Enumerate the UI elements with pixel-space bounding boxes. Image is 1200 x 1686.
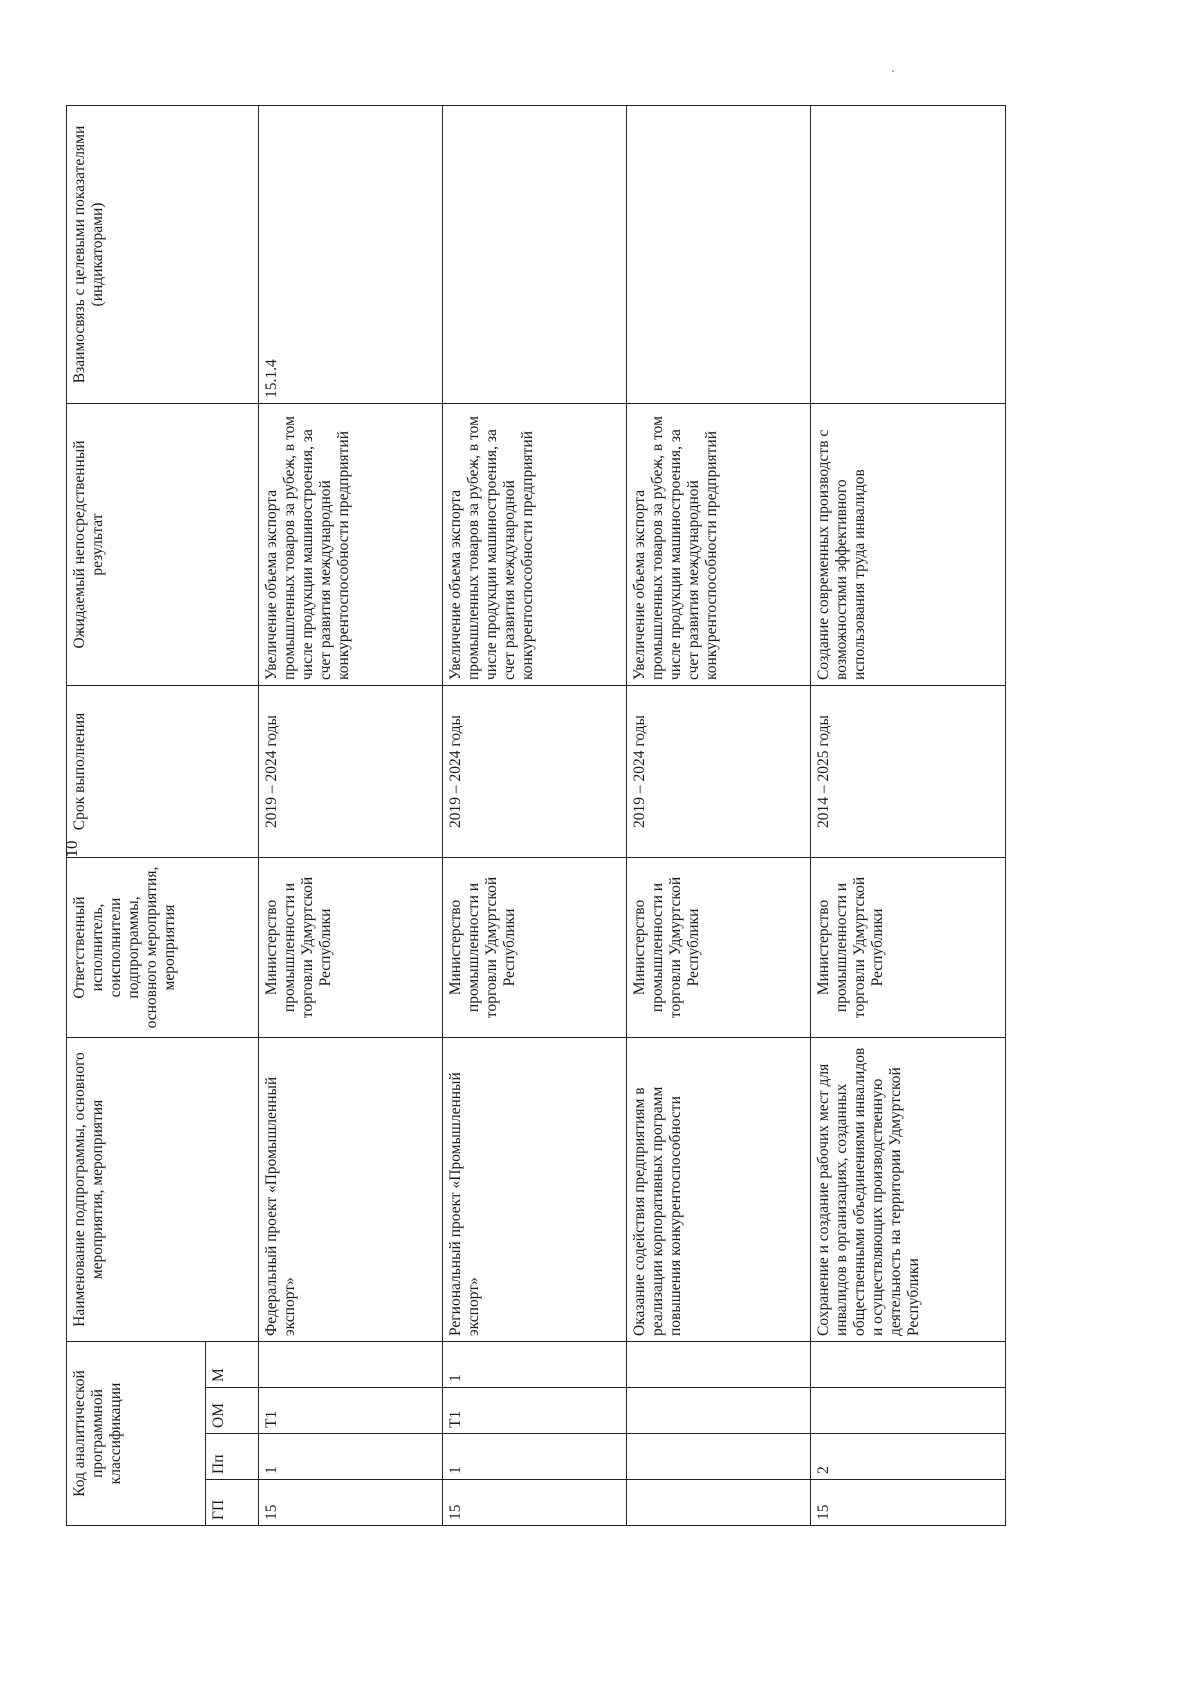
- header-pp: Пп: [206, 1434, 259, 1480]
- cell-gp: [627, 1480, 811, 1526]
- cell-name: Региональный проект «Промышленный экспорт»: [443, 1038, 627, 1342]
- header-name: Наименование подпрограммы, основного мероприятия, мероприятия: [67, 1038, 259, 1342]
- page-number: 10: [62, 840, 81, 858]
- cell-pp: 1: [443, 1434, 627, 1480]
- cell-responsible: Министерство промышленности и торговли Удмуртской Республики: [627, 858, 811, 1038]
- cell-pp: 2: [811, 1434, 1006, 1480]
- cell-m: 1: [443, 1342, 627, 1388]
- cell-responsible: Министерство промышленности и торговли Удмуртской Республики: [443, 858, 627, 1038]
- header-gp: ГП: [206, 1480, 259, 1526]
- cell-m: [259, 1342, 443, 1388]
- cell-gp: 15: [443, 1480, 627, 1526]
- header-indicators: Взаимосвязь с целевыми показателями (индикаторами): [67, 106, 259, 404]
- table-header-row: [67, 106, 206, 1526]
- cell-pp: 1: [259, 1434, 443, 1480]
- cell-om: [811, 1388, 1006, 1434]
- cell-result: Увеличение объема экспорта промышленных товаров за рубеж, в том числе продукции машиностроения, за счет развития международной конкурентоспособности предприятий: [443, 404, 627, 686]
- header-om: ОМ: [206, 1388, 259, 1434]
- cell-responsible: Министерство промышленности и торговли Удмуртской Республики: [259, 858, 443, 1038]
- rotated-table-container: [66, 106, 996, 1526]
- table-row: [259, 106, 443, 1526]
- table-row: [443, 106, 627, 1526]
- cell-gp: 15: [259, 1480, 443, 1526]
- cell-term: 2019 – 2024 годы: [627, 686, 811, 858]
- cell-term: 2019 – 2024 годы: [259, 686, 443, 858]
- cell-result: Создание современных производств с возможностями эффективного использования труда инвалидов: [811, 404, 1006, 686]
- cell-responsible: Министерство промышленности и торговли Удмуртской Республики: [811, 858, 1006, 1038]
- cell-name: Сохранение и создание рабочих мест для инвалидов в организациях, созданных общественными объединениями инвалидов и осуществляющих производственную деятельность на территории Удмуртской Республики: [811, 1038, 1006, 1342]
- cell-indicators: [627, 106, 811, 404]
- cell-indicators: [811, 106, 1006, 404]
- cell-gp: 15: [811, 1480, 1006, 1526]
- cell-result: Увеличение объема экспорта промышленных товаров за рубеж, в том числе продукции машиностроения, за счет развития международной конкурентоспособности предприятий: [259, 404, 443, 686]
- header-term: Срок выполнения: [67, 686, 259, 858]
- cell-om: Т1: [259, 1388, 443, 1434]
- cell-result: Увеличение объема экспорта промышленных товаров за рубеж, в том числе продукции машиностроения, за счет развития международной конкурентоспособности предприятий: [627, 404, 811, 686]
- cell-om: Т1: [443, 1388, 627, 1434]
- header-result: Ожидаемый непосредственный результат: [67, 404, 259, 686]
- header-code-group: Код аналитической программной классификации: [67, 1342, 206, 1526]
- cell-m: [811, 1342, 1006, 1388]
- cell-m: [627, 1342, 811, 1388]
- header-m: М: [206, 1342, 259, 1388]
- cell-indicators: 15.1.4: [259, 106, 443, 404]
- cell-term: 2019 – 2024 годы: [443, 686, 627, 858]
- table-row: [811, 106, 1006, 1526]
- program-activities-table: [66, 105, 1006, 1526]
- cell-term: 2014 – 2025 годы: [811, 686, 1006, 858]
- cell-name: Федеральный проект «Промышленный экспорт»: [259, 1038, 443, 1342]
- cell-indicators: [443, 106, 627, 404]
- cell-om: [627, 1388, 811, 1434]
- cell-pp: [627, 1434, 811, 1480]
- cell-name: Оказание содействия предприятиям в реализации корпоративных программ повышения конкурентоспособности: [627, 1038, 811, 1342]
- scan-speck: [892, 70, 894, 72]
- table-row: [627, 106, 811, 1526]
- header-responsible: Ответственный исполнитель, соисполнители подпрограммы, основного мероприятия, мероприятия: [67, 858, 259, 1038]
